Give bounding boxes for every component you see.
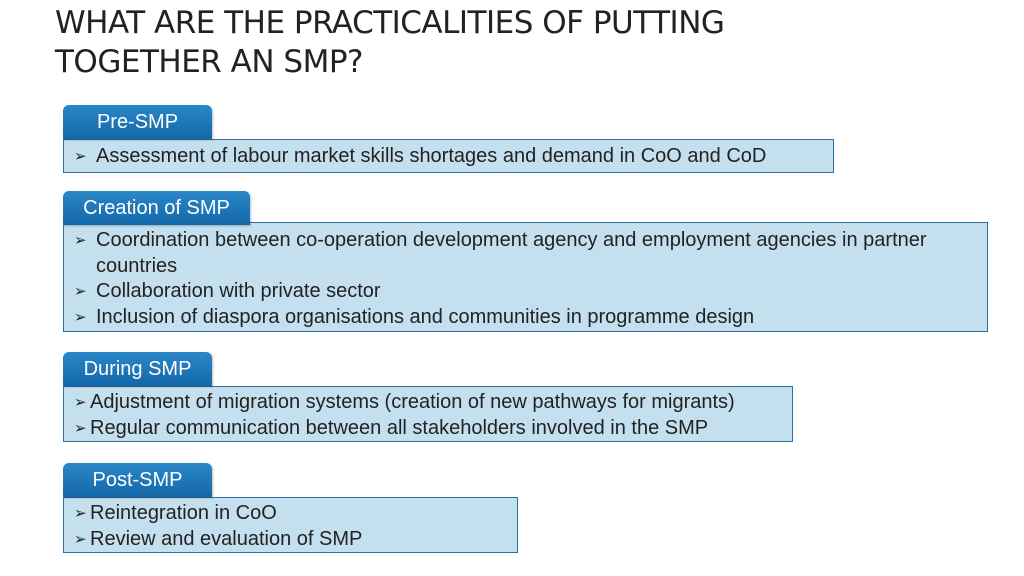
arrowhead-bullet-icon: ➢ bbox=[74, 283, 87, 300]
arrowhead-bullet-icon: ➢ bbox=[74, 505, 87, 522]
list-item-text: Collaboration with private sector bbox=[96, 280, 381, 302]
section-tab-post-smp: Post-SMP bbox=[63, 463, 212, 497]
section-tab-creation-smp: Creation of SMP bbox=[63, 191, 250, 225]
list-item bbox=[64, 228, 987, 279]
list-item-text: Review and evaluation of SMP bbox=[90, 527, 363, 550]
list-item-text: Regular communication between all stakeholders involved in the SMP bbox=[90, 416, 709, 439]
list-item bbox=[64, 527, 517, 553]
arrowhead-bullet-icon: ➢ bbox=[74, 530, 87, 548]
arrowhead-bullet-icon: ➢ bbox=[74, 232, 87, 249]
list-item bbox=[64, 305, 987, 331]
section-box-post-smp bbox=[63, 497, 518, 553]
section-box-pre-smp bbox=[63, 139, 834, 173]
list-item bbox=[64, 390, 792, 416]
list-item bbox=[64, 416, 792, 442]
section-tab-pre-smp: Pre-SMP bbox=[63, 105, 212, 139]
arrowhead-bullet-icon: ➢ bbox=[74, 148, 87, 165]
list-item-text: Inclusion of diaspora organisations and communities in programme design bbox=[96, 305, 755, 328]
section-tab-during-smp: During SMP bbox=[63, 352, 212, 386]
arrowhead-bullet-icon: ➢ bbox=[74, 308, 87, 326]
list-item-text: Reintegration in CoO bbox=[90, 502, 277, 524]
section-box-creation-smp bbox=[63, 222, 988, 332]
list-item bbox=[64, 144, 833, 170]
arrowhead-bullet-icon: ➢ bbox=[74, 419, 87, 437]
slide-title-line-2: TOGETHER AN SMP? bbox=[55, 44, 363, 80]
list-item-text: Coordination between co-operation development agency and employment agencies in partner countries bbox=[96, 229, 927, 277]
list-item-text: Adjustment of migration systems (creation of new pathways for migrants) bbox=[90, 391, 735, 413]
arrowhead-bullet-icon: ➢ bbox=[74, 394, 87, 411]
section-box-during-smp bbox=[63, 386, 793, 442]
slide-title-line-1: WHAT ARE THE PRACTICALITIES OF PUTTING bbox=[55, 5, 725, 41]
list-item-text: Assessment of labour market skills shortages and demand in CoO and CoD bbox=[96, 145, 767, 167]
list-item bbox=[64, 279, 987, 305]
list-item bbox=[64, 501, 517, 527]
